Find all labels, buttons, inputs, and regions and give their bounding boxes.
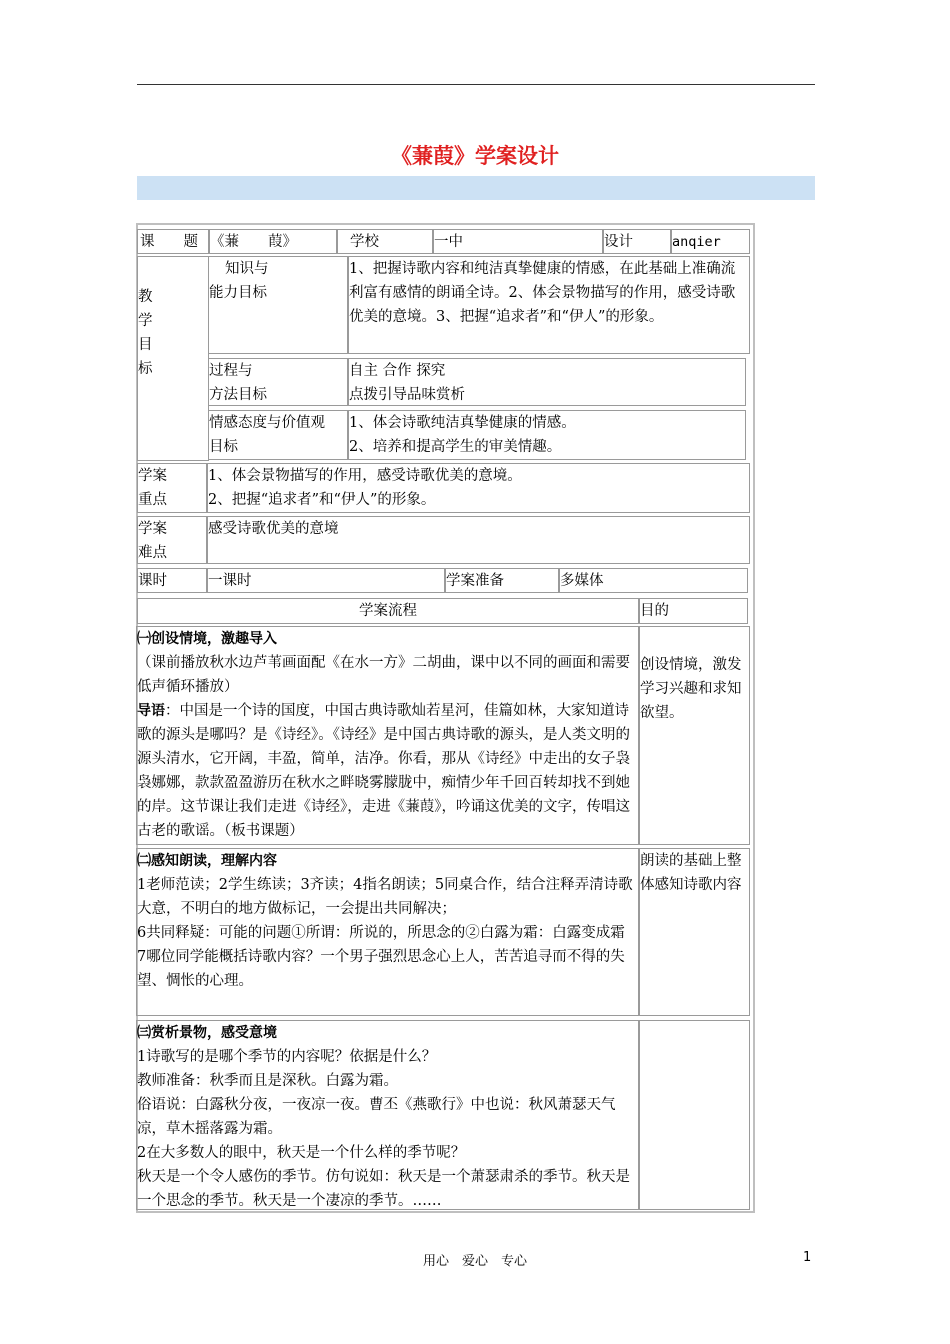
topic-label-cell <box>137 229 209 254</box>
section2-purpose-cell <box>639 848 750 1016</box>
prep-label-cell <box>445 568 559 593</box>
keypoints-label-1: 学案 <box>138 468 167 484</box>
keypoints-line-2: 2、把握“追求者”和“伊人”的形象。 <box>208 492 436 508</box>
keypoints-text-cell <box>207 463 750 513</box>
difficulties-text-cell <box>207 516 750 564</box>
header-rule <box>137 84 815 85</box>
process-label-1: 过程与 <box>209 363 253 379</box>
section3-line-4: 2在大多数人的眼中，秋天是一个什么样的季节呢？ <box>137 1145 466 1161</box>
objectives-label-3: 目 <box>138 337 153 353</box>
emotion-line-2: 2、培养和提高学生的审美情趣。 <box>349 439 562 455</box>
section3-line-2: 教师准备：秋季而且是深秋。白露为霜。 <box>137 1073 398 1089</box>
process-line-1: 自主 合作 探究 <box>349 363 446 379</box>
knowledge-label-2: 能力目标 <box>209 285 267 301</box>
page-title: 《蒹葭》学案设计 <box>391 144 559 168</box>
knowledge-label-cell <box>208 256 348 354</box>
section1-intro: （课前播放秋水边芦苇画面配《在水一方》二胡曲，课中以不同的画面和需要低声循环播放） <box>137 655 630 695</box>
objectives-label-cell <box>137 256 209 461</box>
emotion-label-1: 情感态度与价值观 <box>209 415 325 431</box>
designer-value-cell <box>671 229 750 254</box>
flow-header-purpose: 目的 <box>640 603 669 619</box>
prep-value-cell <box>559 568 748 593</box>
knowledge-text-cell <box>348 256 750 354</box>
section3-line-1: 1诗歌写的是哪个季节的内容呢？依据是什么？ <box>137 1049 437 1065</box>
title-band <box>137 176 815 200</box>
school-label-cell <box>337 229 433 254</box>
emotion-line-1: 1、体会诗歌纯洁真挚健康的情感。 <box>349 415 576 431</box>
section1-heading: ㈠创设情境，激趣导入 <box>137 631 277 647</box>
designer-label-cell <box>603 229 671 254</box>
section1-lead-text: ：中国是一个诗的国度，中国古典诗歌灿若星河，佳篇如林，大家知道诗歌的源头是哪吗？是《诗经》。《诗经》是中国古典诗歌的源头，是人类文明的源头清水，它开阔，丰盈，简单，洁净。你看，那从《诗经》中走出的女子袅袅娜娜，款款盈盈游历在秋水之畔晓雾朦胧中，痴情少年千回百转却找不到她的岸。这节课让我们走进《诗经》，走进《蒹葭》，吟诵这优美的文字，传唱这古老的歌谣。（板书课题） <box>137 703 630 839</box>
page-number: 1 <box>803 1250 812 1265</box>
process-label-2: 方法目标 <box>209 387 267 403</box>
process-label-cell <box>208 358 348 406</box>
section3-line-3: 俗语说：白露秋分夜，一夜凉一夜。曹丕《燕歌行》中也说：秋风萧瑟天气凉，草木摇落露为霜。 <box>137 1097 616 1137</box>
section2-purpose: 朗读的基础上整体感知诗歌内容 <box>640 853 742 893</box>
emotion-label-2: 目标 <box>209 439 238 455</box>
section1-cell <box>136 626 639 845</box>
flow-header-process: 学案流程 <box>359 603 417 619</box>
section1-lead <box>137 699 638 843</box>
process-text-cell <box>348 358 746 406</box>
period-value-cell <box>207 568 445 593</box>
difficulties-text: 感受诗歌优美的意境 <box>208 521 339 537</box>
prep-label: 学案准备 <box>446 573 504 589</box>
keypoints-line-1: 1、体会景物描写的作用，感受诗歌优美的意境。 <box>208 468 522 484</box>
section3-cell <box>136 1020 639 1210</box>
emotion-label-cell <box>208 410 348 460</box>
section2-line-2: 6共同释疑：可能的问题①所谓：所说的，所思念的②白露为霜：白露变成霜 <box>137 925 625 941</box>
designer-value: anqier <box>672 234 721 250</box>
section3-heading: ㈢赏析景物，感受意境 <box>137 1025 277 1041</box>
designer-label: 设计 <box>604 234 633 250</box>
section1-purpose: 创设情境，激发学习兴趣和求知欲望。 <box>640 657 742 721</box>
section2-line-1: 1老师范读；2学生练读；3齐读；4指名朗读；5同桌合作，结合注释弄清诗歌大意，不明白的地方做标记，一会提出共同解决； <box>137 877 633 917</box>
school-label: 学校 <box>350 234 379 250</box>
topic-label: 课 题 <box>140 234 198 250</box>
emotion-text-cell <box>348 410 746 460</box>
section2-heading: ㈡感知朗读，理解内容 <box>137 853 277 869</box>
school-value: 一中 <box>434 234 463 250</box>
objectives-label-2: 学 <box>138 313 153 329</box>
section1-lead-label: 导语 <box>137 703 165 719</box>
objectives-label-4: 标 <box>138 361 153 377</box>
topic-value: 《蒹 葭》 <box>210 234 297 250</box>
period-value: 一课时 <box>208 573 252 589</box>
keypoints-label-cell <box>137 463 207 513</box>
school-value-cell <box>433 229 603 254</box>
objectives-label-1: 教 <box>138 289 153 305</box>
process-line-2: 点拨引导品味赏析 <box>349 387 465 403</box>
footer-text: 用心 爱心 专心 <box>422 1254 527 1269</box>
section3-purpose-cell <box>639 1020 750 1210</box>
section2-cell <box>136 848 639 1016</box>
section3-line-5: 秋天是一个令人感伤的季节。仿句说如：秋天是一个萧瑟肃杀的季节。秋天是一个思念的季节。秋天是一个凄凉的季节。…… <box>137 1169 630 1209</box>
knowledge-text: 1、把握诗歌内容和纯洁真挚健康的情感，在此基础上准确流利富有感情的朗诵全诗。2、体会景物描写的作用，感受诗歌优美的意境。3、把握“追求者”和“伊人”的形象。 <box>349 261 736 325</box>
difficulties-label-2: 难点 <box>138 545 167 561</box>
topic-value-cell <box>209 229 337 254</box>
prep-value: 多媒体 <box>560 573 604 589</box>
keypoints-label-2: 重点 <box>138 492 167 508</box>
difficulties-label-cell <box>137 516 207 564</box>
difficulties-label-1: 学案 <box>138 521 167 537</box>
flow-header-purpose-cell <box>639 598 748 624</box>
section2-line-3: 7哪位同学能概括诗歌内容？一个男子强烈思念心上人，苦苦追寻而不得的失望、惆怅的心理。 <box>137 949 625 989</box>
period-label-cell <box>137 568 207 593</box>
period-label: 课时 <box>138 573 167 589</box>
knowledge-label-1: 知识与 <box>225 261 269 277</box>
flow-header-process-cell <box>137 598 639 624</box>
section1-purpose-cell <box>639 626 750 845</box>
